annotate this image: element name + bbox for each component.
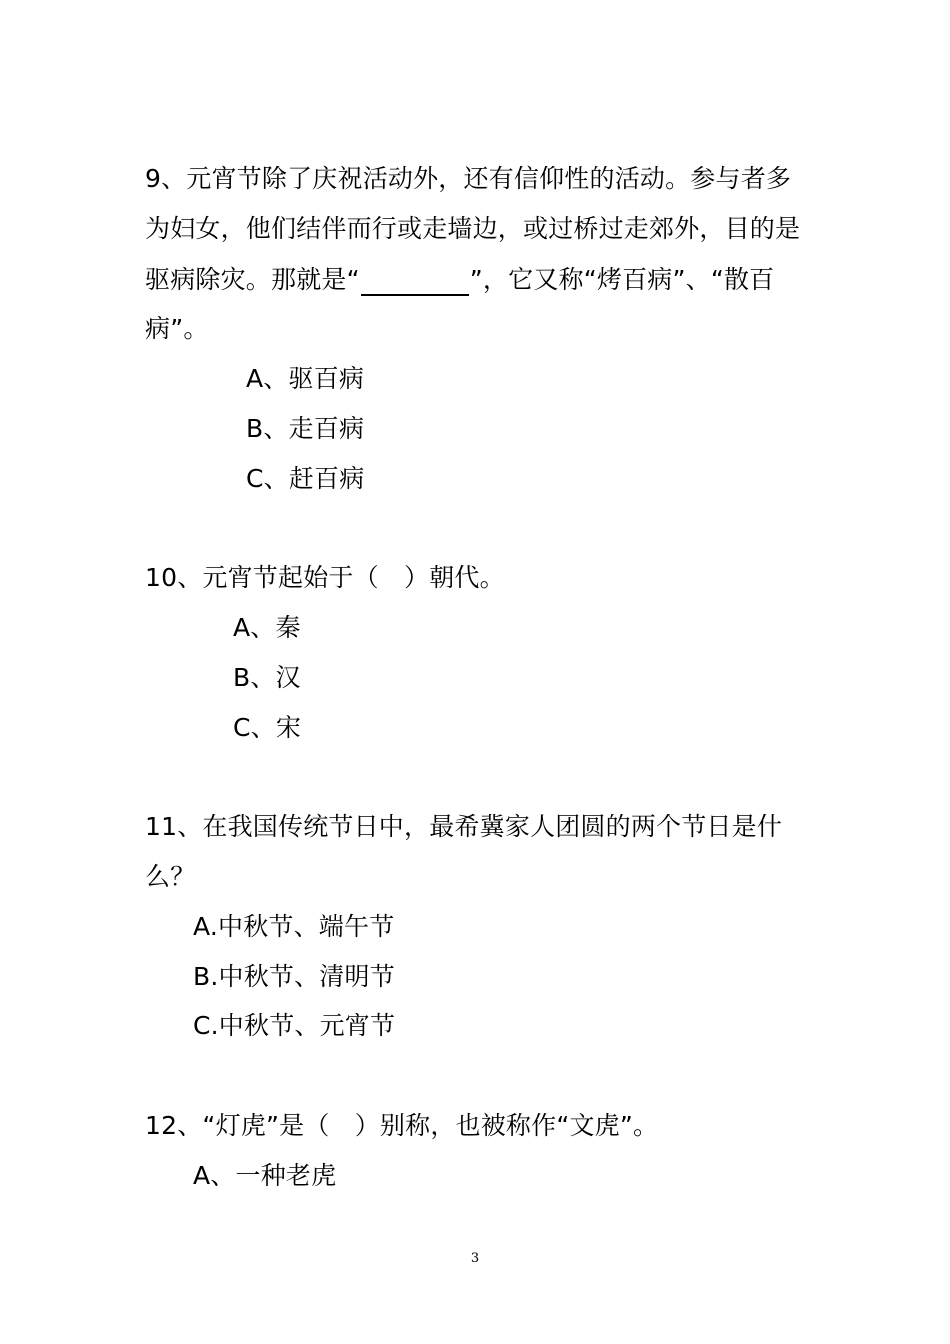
q9-stem-line-3 — [145, 264, 774, 296]
q9-option-b: B、走百病 — [246, 414, 365, 443]
q12-stem: 12、“灯虎”是（ ）别称，也被称作“文虎”。 — [145, 1111, 659, 1140]
q9-stem-line-2: 为妇女，他们结伴而行或走墙边，或过桥过走郊外，目的是 — [145, 214, 801, 243]
q9-stem-line-3-before: 驱病除灾。那就是“ — [145, 265, 360, 294]
q11-stem-line-1: 11、在我国传统节日中，最希冀家人团圆的两个节日是什 — [145, 812, 783, 841]
q11-option-c: C.中秋节、元宵节 — [193, 1011, 396, 1040]
q9-stem-line-3-after: ”，它又称“烤百病”、“散百 — [469, 265, 775, 294]
q9-option-c: C、赶百病 — [246, 464, 365, 493]
q11-option-b: B.中秋节、清明节 — [193, 962, 395, 991]
q12-option-a: A、一种老虎 — [193, 1161, 337, 1190]
q10-stem: 10、元宵节起始于（ ）朝代。 — [145, 563, 505, 592]
q10-option-b: B、汉 — [233, 663, 301, 692]
q9-option-a: A、驱百病 — [246, 364, 365, 393]
q9-stem-line-4: 病”。 — [145, 314, 209, 343]
q11-option-a: A.中秋节、端午节 — [193, 912, 395, 941]
q10-option-c: C、宋 — [233, 713, 302, 742]
page-number: 3 — [470, 1251, 480, 1266]
q11-stem-line-2: 么？ — [145, 862, 196, 891]
q9-stem-line-1: 9、元宵节除了庆祝活动外，还有信仰性的活动。参与者多 — [145, 164, 792, 193]
answer-blank — [361, 264, 469, 296]
q10-option-a: A、秦 — [233, 613, 301, 642]
